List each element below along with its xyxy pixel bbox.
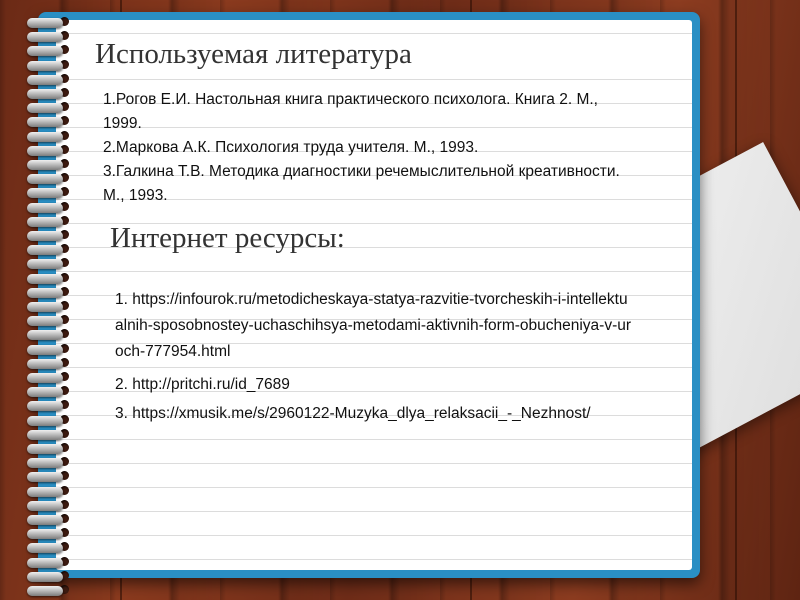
spiral-ring (27, 61, 63, 71)
spiral-ring (27, 75, 63, 85)
spiral-ring (27, 117, 63, 127)
spiral-ring (27, 472, 63, 482)
spiral-ring (27, 359, 63, 369)
literature-title: Используемая литература (95, 38, 412, 70)
spiral-ring (27, 231, 63, 241)
spiral-ring (27, 132, 63, 142)
spiral-ring (27, 416, 63, 426)
internet-resource-url[interactable]: 1. https://infourok.ru/metodicheskaya-statya-razvitie-tvorcheskih-i-intellektualnih-sposobnostey-uchaschihsya-metodami-aktivnih-form-obucheniya-v-uroch-777954.html (115, 291, 632, 360)
spiral-ring (27, 89, 63, 99)
spiral-ring (27, 515, 63, 525)
spiral-ring (27, 188, 63, 198)
internet-resources-title: Интернет ресурсы: (110, 222, 345, 254)
spiral-ring (27, 174, 63, 184)
spiral-ring (27, 203, 63, 213)
spiral-ring (27, 458, 63, 468)
spiral-ring (27, 288, 63, 298)
spiral-ring (27, 444, 63, 454)
spiral-ring (27, 160, 63, 170)
literature-list (103, 88, 623, 208)
internet-resource-link[interactable] (115, 401, 635, 427)
spiral-ring (27, 245, 63, 255)
spiral-ring (27, 32, 63, 42)
spiral-ring (27, 586, 63, 596)
spiral-ring (27, 18, 63, 28)
spiral-ring (27, 543, 63, 553)
spiral-ring (27, 302, 63, 312)
spiral-ring (27, 259, 63, 269)
internet-resource-url[interactable]: 3. https://xmusik.me/s/2960122-Muzyka_dlya_relaksacii_-_Nezhnost/ (115, 405, 591, 422)
spiral-ring (27, 46, 63, 56)
spiral-ring (27, 373, 63, 383)
spiral-ring (27, 316, 63, 326)
spiral-ring (27, 345, 63, 355)
internet-resource-link[interactable] (115, 287, 635, 365)
internet-resource-link[interactable] (115, 372, 635, 398)
spiral-ring (27, 558, 63, 568)
literature-item: 3.Галкина Т.В. Методика диагностики речемыслительной креативности. М., 1993. (103, 163, 620, 204)
spiral-ring (27, 572, 63, 582)
literature-item: 2.Маркова А.К. Психология труда учителя. М., 1993. (103, 139, 479, 156)
spiral-ring (27, 430, 63, 440)
spiral-ring (27, 401, 63, 411)
spiral-ring (27, 146, 63, 156)
internet-resource-url[interactable]: 2. http://pritchi.ru/id_7689 (115, 376, 290, 393)
spiral-ring (27, 501, 63, 511)
spiral-ring (27, 487, 63, 497)
spiral-ring (27, 103, 63, 113)
spiral-ring (27, 217, 63, 227)
spiral-ring (27, 274, 63, 284)
spiral-ring (27, 529, 63, 539)
spiral-ring (27, 387, 63, 397)
literature-item: 1.Рогов Е.И. Настольная книга практического психолога. Книга 2. М., 1999. (103, 91, 598, 132)
spiral-ring (27, 330, 63, 340)
